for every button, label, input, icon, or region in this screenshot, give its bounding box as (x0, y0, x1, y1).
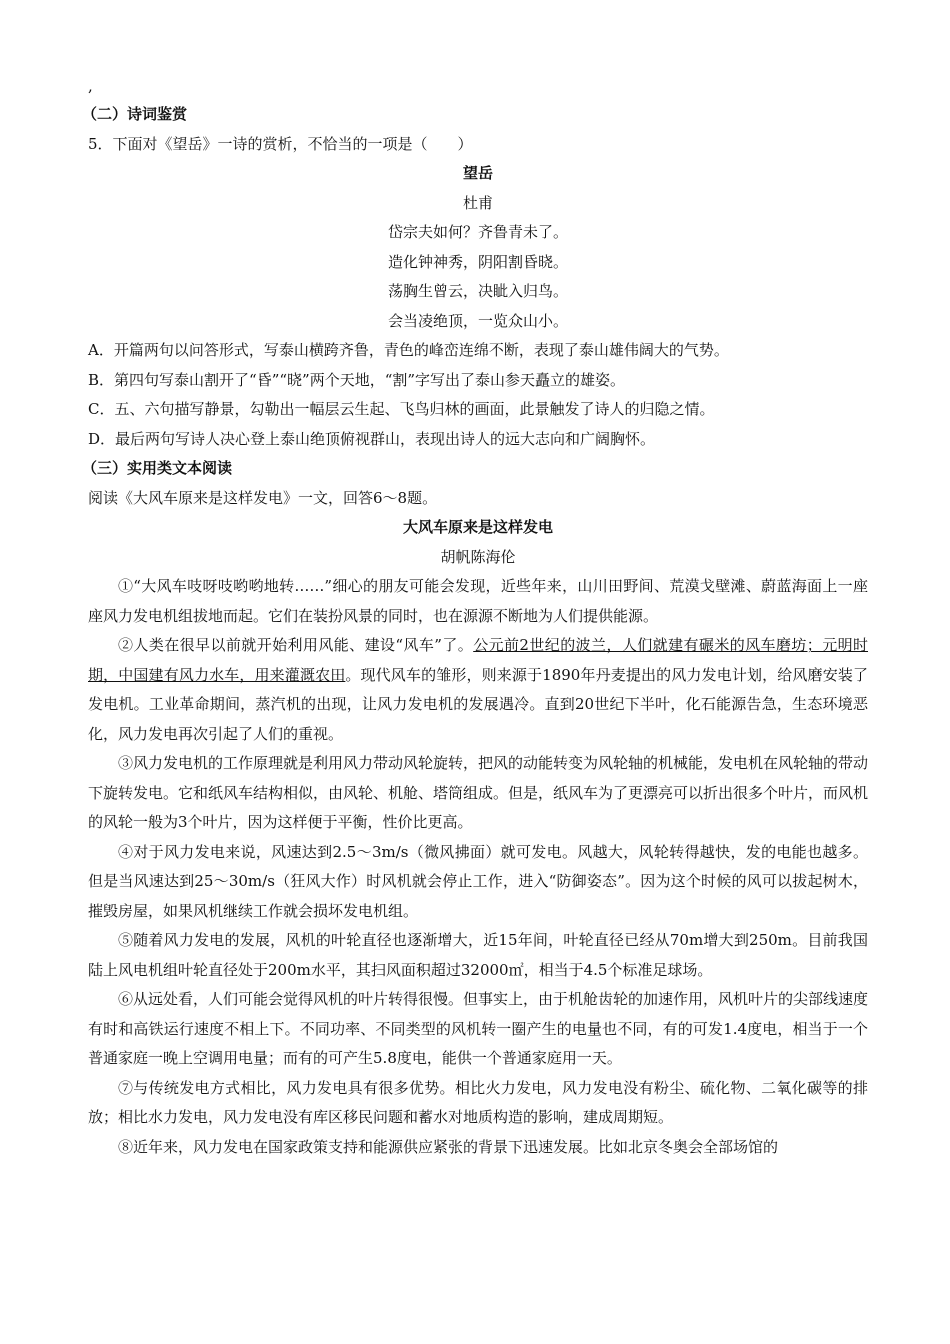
section-heading-practical-reading: （三）实用类文本阅读 (82, 459, 233, 477)
poem-author: 杜甫 (462, 193, 493, 212)
reading-intro: 阅读《大风车原来是这样发电》一文，回答6～8题。 (88, 488, 438, 507)
poem-title: 望岳 (462, 164, 493, 182)
paragraph-2 (88, 631, 868, 749)
paragraph-4: ④对于风力发电来说，风速达到2.5～3m/s（微风拂面）就可发电。风越大，风轮转得越快，发的电能也越多。但是当风速达到25～30m/s（狂风大作）时风机就会停止工作，进入“防御姿态”。因为这个时候的风可以拔起树木，摧毁房屋，如果风机继续工作就会损坏发电机组。 (88, 842, 868, 920)
paragraph-2-text-rest: 。现代风车的雏形，则来源于1890年丹麦提出的风力发电计划，给风磨安装了发电机。工业革命期间，蒸汽机的出现，让风力发电机的发展遇冷。直到20世纪下半叶，化石能源告急，生态环境恶化，风力发电再次引起了人们的重视。 (88, 665, 868, 743)
paragraph-5: ⑤随着风力发电的发展，风机的叶轮直径也逐渐增大，近15年间，叶轮直径已经从70m增大到250m。目前我国陆上风电机组叶轮直径处于200m水平，其扫风面积超过32000㎡，相当于4.5个标准足球场。 (88, 931, 868, 979)
paragraph-2-text: ②人类在很早以前就开始利用风能、建设“风车”了。 (118, 636, 474, 654)
section-heading-poetry: （二）诗词鉴赏 (82, 105, 188, 123)
paragraph-1: ①“大风车吱呀吱哟哟地转……”细心的朋友可能会发现，近些年来，山川田野间、荒漠戈壁滩、蔚蓝海面上一座座风力发电机组拔地而起。它们在装扮风景的同时，也在源源不断地为人们提供能源。 (88, 577, 868, 625)
option-a: A．开篇两句以问答形式，写泰山横跨齐鲁，青色的峰峦连绵不断，表现了泰山雄伟阔大的气势。 (88, 341, 729, 359)
option-b: B．第四句写泰山割开了“昏”“晓”两个天地，“割”字写出了泰山参天矗立的雄姿。 (88, 370, 626, 389)
option-c: C．五、六句描写静景，勾勒出一幅层云生起、飞鸟归林的画面，此景触发了诗人的归隐之情。 (88, 400, 715, 418)
article-title: 大风车原来是这样发电 (402, 518, 553, 536)
document-page (82, 77, 869, 1162)
paragraph-2-underlined-text: 公元前2世纪的波兰，人们就建有碾米的风车磨坊；元明时期，中国建有风力水车，用来灌溉农田 (88, 636, 869, 684)
poem-line: 荡胸生曾云，决眦入归鸟。 (387, 282, 568, 300)
paragraph-8: ⑧近年来，风力发电在国家政策支持和能源供应紧张的背景下迅速发展。比如北京冬奥会全部场馆的 (118, 1137, 779, 1156)
question-5: 5．下面对《望岳》一诗的赏析，不恰当的一项是（ ） (88, 134, 473, 153)
stray-comma: , (88, 77, 93, 95)
paragraph-6: ⑥从远处看，人们可能会觉得风机的叶片转得很慢。但事实上，由于机舱齿轮的加速作用，风机叶片的尖部线速度有时和高铁运行速度不相上下。不同功率、不同类型的风机转一圈产生的电量也不同，有的可发1.4度电，相当于一个普通家庭一晚上空调用电量；而有的可产生5.8度电，能供一个普通家庭用一天。 (88, 990, 869, 1067)
option-d: D．最后两句写诗人决心登上泰山绝顶俯视群山，表现出诗人的远大志向和广阔胸怀。 (88, 429, 656, 448)
paragraph-3: ③风力发电机的工作原理就是利用风力带动风轮旋转，把风的动能转变为风轮轴的机械能，发电机在风轮轴的带动下旋转发电。它和纸风车结构相似，由风轮、机舱、塔筒组成。但是，纸风车为了更漂亮可以折出很多个叶片，而风机的风轮一般为3个叶片，因为这样便于平衡，性价比更高。 (88, 754, 869, 831)
article-author: 胡帆陈海伦 (440, 547, 516, 566)
paragraph-7: ⑦与传统发电方式相比，风力发电具有很多优势。相比火力发电，风力发电没有粉尘、硫化物、二氧化碳等的排放；相比水力发电，风力发电没有库区移民问题和蓄水对地质构造的影响，建成周期短。 (88, 1078, 868, 1126)
poem-line: 岱宗夫如何？齐鲁青未了。 (387, 223, 568, 241)
poem-line: 造化钟神秀，阴阳割昏晓。 (387, 252, 568, 271)
poem-line: 会当凌绝顶，一览众山小。 (387, 311, 568, 330)
